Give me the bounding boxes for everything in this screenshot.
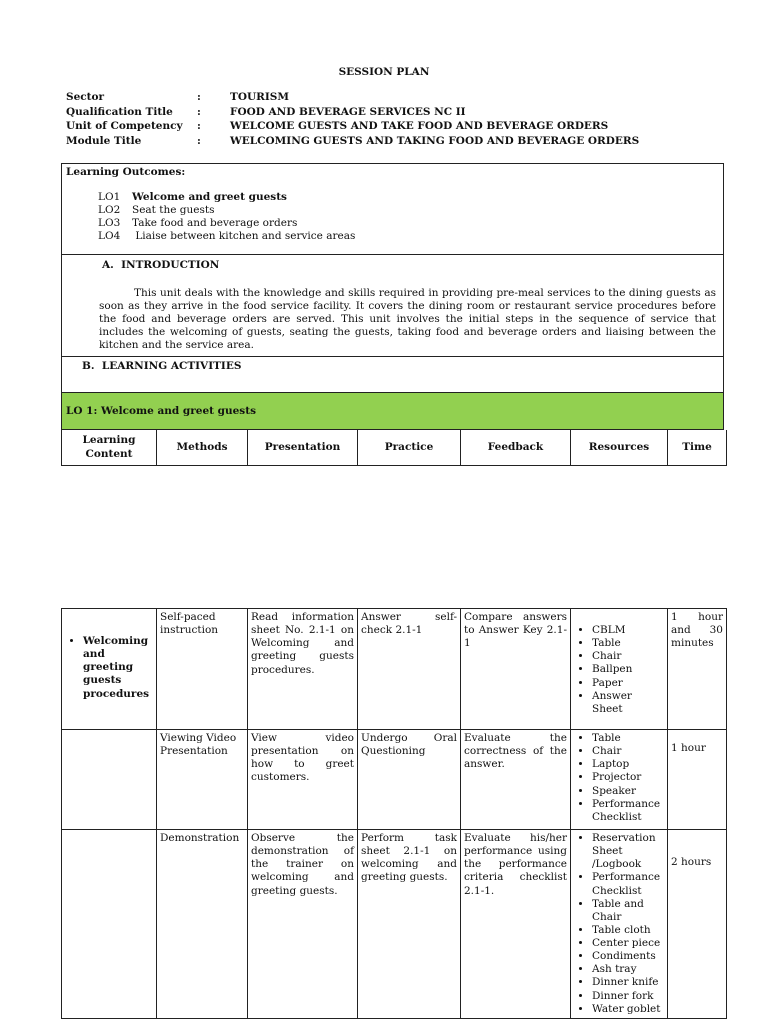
learning-outcome-item xyxy=(98,230,719,243)
presentation-cell: Read information sheet No. 2.1-1 on Welcoming and greeting guests procedures. xyxy=(248,609,358,730)
meta-row-sector xyxy=(66,91,639,106)
resource-item: • Ash tray xyxy=(592,963,664,976)
resource-item: • Projector xyxy=(592,771,664,784)
resources-cell xyxy=(571,730,668,830)
resource-item: • Speaker xyxy=(592,785,664,798)
lo-code: LO1 xyxy=(98,191,121,204)
meta-separator: : xyxy=(197,91,201,103)
resource-item: • Table xyxy=(592,732,664,745)
resource-item: • Chair xyxy=(592,650,664,663)
learning-activities-heading: B. LEARNING ACTIVITIES xyxy=(82,360,242,372)
resources-list xyxy=(574,732,664,824)
resource-item: • Reservation Sheet /Logbook xyxy=(592,832,664,871)
column-header: Learning Content xyxy=(62,430,157,466)
column-header: Time xyxy=(668,430,727,466)
learning-outcome-item xyxy=(98,204,719,217)
resource-item: • Ballpen xyxy=(592,663,664,676)
meta-row-module xyxy=(66,135,639,150)
meta-value: WELCOMING GUESTS AND TAKING FOOD AND BEVERAGE ORDERS xyxy=(230,134,640,147)
feedback-cell: Evaluate his/her performance using the performance criteria checklist 2.1-1. xyxy=(461,830,571,1019)
lo1-heading-bar: LO 1: Welcome and greet guests xyxy=(61,393,724,430)
lo-code: LO4 xyxy=(98,230,121,243)
resource-item: • CBLM xyxy=(592,624,664,637)
presentation-cell: Observe the demonstration of the trainer on welcoming and greeting guests. xyxy=(248,830,358,1019)
learning-content-item: • Welcoming and greeting guests procedures xyxy=(83,635,153,701)
presentation-cell: View video presentation on how to greet customers. xyxy=(248,730,358,830)
resource-item: • Chair xyxy=(592,745,664,758)
resource-item: • Performance Checklist xyxy=(592,798,664,824)
introduction-text: This unit deals with the knowledge and skills required in providing pre-meal services to the dining guests as soon as they arrive in the food service facility. It covers the dining room or restaurant service procedures before the food and beverage orders are served. This unit involves the initial steps in the sequence of service that includes the welcoming of guests, seating the guests, taking food and beverage orders and liaising between the kitchen and the service area. xyxy=(99,287,716,352)
resource-item: • Condiments xyxy=(592,950,664,963)
meta-row-unit xyxy=(66,120,639,135)
learning-outcomes-list xyxy=(98,191,719,243)
learning-activities-box xyxy=(61,356,724,393)
time-cell: 1 hour and 30 minutes xyxy=(668,609,727,730)
column-header: Feedback xyxy=(461,430,571,466)
meta-label: Qualification Title xyxy=(66,105,173,118)
introduction-box xyxy=(61,254,724,357)
resource-item: • Table cloth xyxy=(592,924,664,937)
lo-text: Take food and beverage orders xyxy=(132,217,298,230)
method-cell: Self-paced instruction xyxy=(157,609,248,730)
meta-separator: : xyxy=(197,134,201,147)
time-cell: 2 hours xyxy=(668,830,727,1019)
table-header-row xyxy=(62,430,727,466)
resources-cell xyxy=(571,830,668,1019)
learning-outcome-item xyxy=(98,191,719,204)
learning-outcome-item xyxy=(98,217,719,230)
meta-block xyxy=(66,91,639,149)
learning-outcomes-heading: Learning Outcomes: xyxy=(66,166,186,178)
resource-item: • Table and Chair xyxy=(592,898,664,924)
resource-item: • Water goblet xyxy=(592,1003,664,1016)
table-row xyxy=(62,609,727,730)
resource-item: • Laptop xyxy=(592,758,664,771)
activities-header-table xyxy=(61,430,727,466)
practice-cell: Perform task sheet 2.1-1 on welcoming and greeting guests. xyxy=(358,830,461,1019)
meta-value: TOURISM xyxy=(230,91,289,103)
meta-label: Unit of Competency xyxy=(66,120,183,132)
resource-item: • Answer Sheet xyxy=(592,690,664,716)
meta-label: Sector xyxy=(66,91,105,103)
meta-value: FOOD AND BEVERAGE SERVICES NC II xyxy=(230,105,466,118)
feedback-cell: Evaluate the correctness of the answer. xyxy=(461,730,571,830)
resources-cell xyxy=(571,609,668,730)
activities-table xyxy=(61,608,727,1019)
learning-content-cell xyxy=(62,609,157,730)
resource-item: • Center piece xyxy=(592,937,664,950)
document-title: SESSION PLAN xyxy=(338,66,430,78)
resource-item: • Paper xyxy=(592,677,664,690)
lo-text: Welcome and greet guests xyxy=(132,191,287,204)
resource-item: • Performance Checklist xyxy=(592,871,664,897)
meta-separator: : xyxy=(197,105,201,118)
practice-cell: Answer self-check 2.1-1 xyxy=(358,609,461,730)
learning-content-cell xyxy=(62,730,157,830)
practice-cell: Undergo Oral Questioning xyxy=(358,730,461,830)
method-cell: Viewing Video Presentation xyxy=(157,730,248,830)
resources-list xyxy=(574,832,664,1016)
introduction-heading: A. INTRODUCTION xyxy=(102,259,220,271)
meta-separator: : xyxy=(197,120,201,132)
time-cell: 1 hour xyxy=(668,730,727,830)
learning-content-cell xyxy=(62,830,157,1019)
method-cell: Demonstration xyxy=(157,830,248,1019)
meta-row-qualification xyxy=(66,106,639,121)
table-row xyxy=(62,830,727,1019)
meta-label: Module Title xyxy=(66,134,142,147)
resource-item: • Dinner fork xyxy=(592,990,664,1003)
learning-outcomes-box xyxy=(61,163,724,255)
lo-code: LO2 xyxy=(98,204,121,217)
column-header: Resources xyxy=(571,430,668,466)
meta-value: WELCOME GUESTS AND TAKE FOOD AND BEVERAGE ORDERS xyxy=(230,120,609,132)
table-row xyxy=(62,730,727,830)
resource-item: • Table xyxy=(592,637,664,650)
column-header: Practice xyxy=(358,430,461,466)
lo-code: LO3 xyxy=(98,217,121,230)
feedback-cell: Compare answers to Answer Key 2.1-1 xyxy=(461,609,571,730)
resource-item: • Dinner knife xyxy=(592,976,664,989)
resources-list xyxy=(574,624,664,716)
lo-text: Seat the guests xyxy=(132,204,215,217)
lo-text: Liaise between kitchen and service areas xyxy=(132,230,356,243)
column-header: Presentation xyxy=(248,430,358,466)
column-header: Methods xyxy=(157,430,248,466)
